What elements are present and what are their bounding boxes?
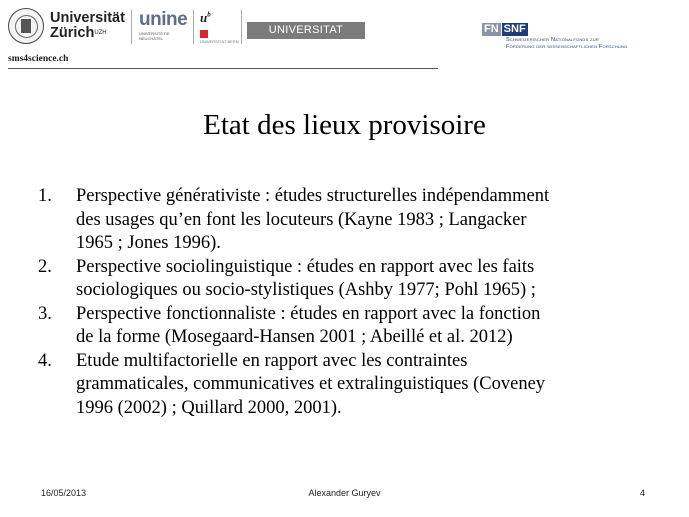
list-line: grammaticales, communicatives et extralinguistiques (Coveney xyxy=(76,374,546,394)
slide-title: Etat des lieux provisoire xyxy=(203,109,486,141)
logo-divider xyxy=(241,10,242,44)
unine-logo xyxy=(139,10,189,44)
bern-red-bar xyxy=(200,30,208,38)
snf-logo xyxy=(482,22,682,62)
uzh-name-line2: Zürich xyxy=(50,25,95,41)
bern-logo-text: u xyxy=(200,10,208,25)
list-line: 1965 ; Jones 1996). xyxy=(76,233,221,253)
site-label: sms4science.ch xyxy=(8,54,69,64)
bern-logo xyxy=(200,10,240,44)
numbered-list xyxy=(38,185,668,420)
list-item xyxy=(38,185,668,256)
list-line: 1996 (2002) ; Quillard 2000, 2001). xyxy=(76,397,342,418)
list-line: des usages qu’en font les locuteurs (Kayne 1983 ; Langacker xyxy=(76,209,527,230)
unine-logo-text: unine xyxy=(139,9,188,30)
list-number: 4. xyxy=(38,350,52,371)
page-number: 4 xyxy=(639,488,645,498)
logo-header xyxy=(0,0,689,75)
uzh-superscript: UZH xyxy=(94,30,107,36)
unine-subtext: UNIVERSITÉ DE NEUCHÂTEL xyxy=(139,31,170,41)
list-line: Perspective sociolinguistique : études en rapport avec les faits xyxy=(76,256,535,277)
snf-mark-right: SNF xyxy=(503,22,526,35)
list-number: 1. xyxy=(38,186,52,206)
list-item xyxy=(38,350,668,421)
uzh-logo xyxy=(8,6,125,46)
snf-name-line2: Förderung der wissenschaftlichen Forschung xyxy=(506,44,628,50)
footer-date: 16/05/2013 xyxy=(41,488,87,498)
bern-superscript: b xyxy=(207,10,211,19)
list-line: de la forme (Mosegaard-Hansen 2001 ; Abeillé et al. 2012) xyxy=(76,327,513,347)
leipzig-logo: UNIVERSITAT LEIPZIG xyxy=(247,22,365,39)
list-number: 2. xyxy=(38,256,52,277)
snf-name-line1: Schweizerischer Nationalfonds zur xyxy=(506,37,599,43)
list-line: Etude multifactorielle en rapport avec les contraintes xyxy=(76,350,468,371)
list-line: Perspective générativiste : études structurelles indépendamment xyxy=(76,186,550,206)
list-item xyxy=(38,256,668,303)
list-number: 3. xyxy=(38,303,52,324)
footer-author: Alexander Guryev xyxy=(308,488,381,498)
logo-divider xyxy=(193,10,194,44)
bern-subtext: UNIVERSITÄT BERN xyxy=(200,39,239,44)
uzh-seal-icon xyxy=(8,8,44,44)
snf-mark-left: FN xyxy=(484,22,499,35)
header-rule xyxy=(8,68,438,69)
list-line: Perspective fonctionnaliste : études en rapport avec la fonction xyxy=(76,303,541,324)
list-item xyxy=(38,303,668,350)
logo-divider xyxy=(131,10,132,44)
list-line: sociologiques ou socio-stylistiques (Ashby 1977; Pohl 1965) ; xyxy=(76,280,536,300)
uzh-name-line1: Universität xyxy=(50,10,125,26)
